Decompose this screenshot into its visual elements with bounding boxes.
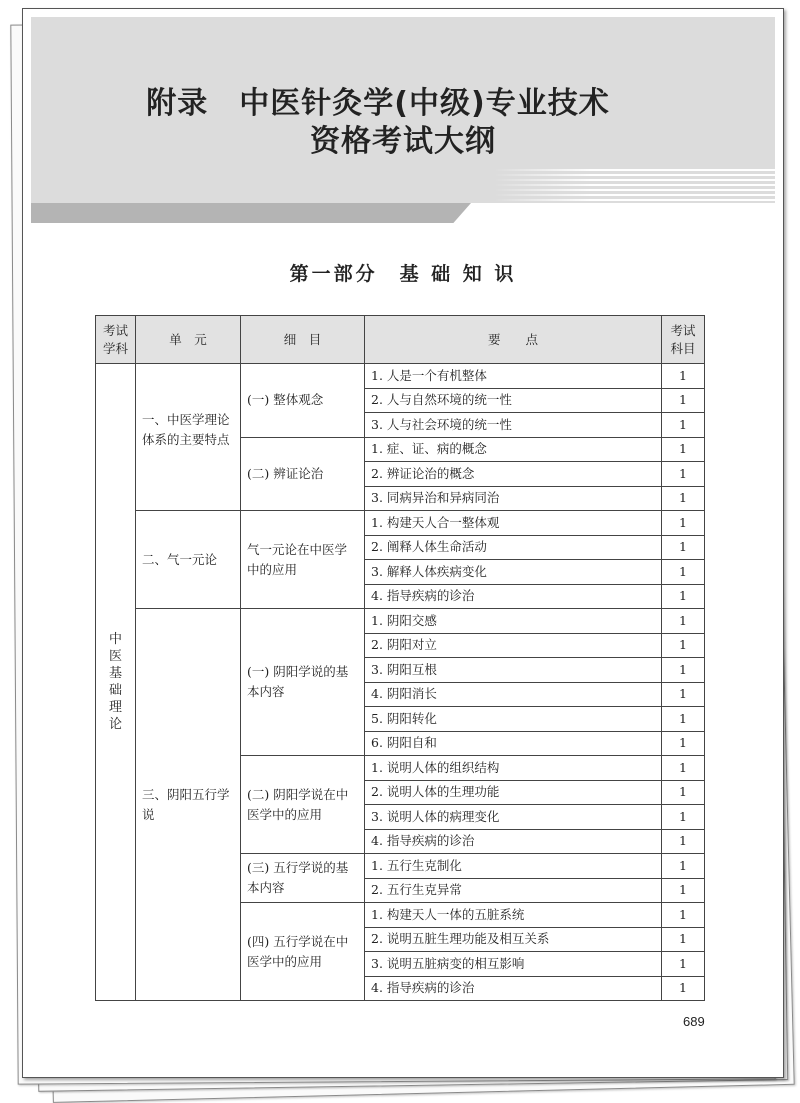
point-cell: 2. 辨证论治的概念 (365, 462, 662, 487)
point-cell: 3. 说明人体的病理变化 (365, 805, 662, 830)
page-number: 689 (683, 1014, 705, 1029)
table-body (96, 364, 705, 1001)
page-title-line-2: 资格考试大纲 (310, 124, 496, 159)
point-cell: 4. 指导疾病的诊治 (365, 584, 662, 609)
detail-cell: (一) 整体观念 (241, 364, 365, 438)
exam-subject-cell: 1 (662, 388, 705, 413)
detail-cell: (一) 阴阳学说的基本内容 (241, 609, 365, 756)
table-row (96, 364, 705, 389)
header-subject: 考试学科 (96, 316, 136, 364)
section-title: 第一部分 基 础 知 识 (289, 263, 517, 285)
exam-subject-cell: 1 (662, 829, 705, 854)
exam-subject-cell: 1 (662, 805, 705, 830)
exam-subject-cell: 1 (662, 952, 705, 977)
detail-cell: 气一元论在中医学中的应用 (241, 511, 365, 609)
unit-cell: 一、中医学理论体系的主要特点 (136, 364, 241, 511)
point-cell: 5. 阴阳转化 (365, 707, 662, 732)
header-stripe (31, 203, 471, 223)
point-cell: 1. 症、证、病的概念 (365, 437, 662, 462)
page-title-line-1: 附录 中医针灸学(中级)专业技术 (146, 86, 610, 121)
table-row (96, 609, 705, 634)
point-cell: 1. 构建天人一体的五脏系统 (365, 903, 662, 928)
point-cell: 6. 阴阳自和 (365, 731, 662, 756)
exam-subject-cell: 1 (662, 756, 705, 781)
detail-cell: (四) 五行学说在中医学中的应用 (241, 903, 365, 1001)
exam-subject-cell: 1 (662, 584, 705, 609)
exam-subject-cell: 1 (662, 364, 705, 389)
point-cell: 2. 阐释人体生命活动 (365, 535, 662, 560)
exam-subject-cell: 1 (662, 486, 705, 511)
detail-cell: (三) 五行学说的基本内容 (241, 854, 365, 903)
unit-cell: 三、阴阳五行学说 (136, 609, 241, 1001)
exam-subject-cell: 1 (662, 976, 705, 1001)
document-page (22, 8, 784, 1078)
table-row (96, 511, 705, 536)
point-cell: 4. 指导疾病的诊治 (365, 976, 662, 1001)
header-unit: 单 元 (136, 316, 241, 364)
exam-subject-cell: 1 (662, 658, 705, 683)
exam-subject-cell: 1 (662, 560, 705, 585)
detail-cell: (二) 辨证论治 (241, 437, 365, 511)
point-cell: 3. 解释人体疾病变化 (365, 560, 662, 585)
exam-subject-cell: 1 (662, 682, 705, 707)
point-cell: 3. 说明五脏病变的相互影响 (365, 952, 662, 977)
detail-cell: (二) 阴阳学说在中医学中的应用 (241, 756, 365, 854)
syllabus-table (95, 315, 705, 1001)
subject-cell (96, 364, 136, 1001)
exam-subject-cell: 1 (662, 633, 705, 658)
exam-subject-cell: 1 (662, 462, 705, 487)
point-cell: 2. 五行生克异常 (365, 878, 662, 903)
point-cell: 2. 说明人体的生理功能 (365, 780, 662, 805)
header-lines-decoration (493, 169, 775, 223)
page-title (23, 85, 783, 161)
exam-subject-cell: 1 (662, 413, 705, 438)
header-points: 要 点 (365, 316, 662, 364)
point-cell: 4. 指导疾病的诊治 (365, 829, 662, 854)
point-cell: 2. 说明五脏生理功能及相互关系 (365, 927, 662, 952)
exam-subject-cell: 1 (662, 903, 705, 928)
exam-subject-cell: 1 (662, 878, 705, 903)
point-cell: 1. 五行生克制化 (365, 854, 662, 879)
point-cell: 1. 构建天人合一整体观 (365, 511, 662, 536)
point-cell: 1. 说明人体的组织结构 (365, 756, 662, 781)
point-cell: 3. 阴阳互根 (365, 658, 662, 683)
exam-subject-cell: 1 (662, 609, 705, 634)
point-cell: 3. 同病异治和异病同治 (365, 486, 662, 511)
exam-subject-cell: 1 (662, 535, 705, 560)
point-cell: 2. 人与自然环境的统一性 (365, 388, 662, 413)
header-detail: 细 目 (241, 316, 365, 364)
exam-subject-cell: 1 (662, 780, 705, 805)
table-header-row (96, 316, 705, 364)
exam-subject-cell: 1 (662, 927, 705, 952)
point-cell: 1. 人是一个有机整体 (365, 364, 662, 389)
exam-subject-cell: 1 (662, 731, 705, 756)
point-cell: 1. 阴阳交感 (365, 609, 662, 634)
point-cell: 4. 阴阳消长 (365, 682, 662, 707)
point-cell: 2. 阴阳对立 (365, 633, 662, 658)
exam-subject-cell: 1 (662, 437, 705, 462)
exam-subject-cell: 1 (662, 854, 705, 879)
header-exam-subject: 考试科目 (662, 316, 705, 364)
unit-cell: 二、气一元论 (136, 511, 241, 609)
point-cell: 3. 人与社会环境的统一性 (365, 413, 662, 438)
exam-subject-cell: 1 (662, 511, 705, 536)
exam-subject-cell: 1 (662, 707, 705, 732)
subject-label: 中医基础理论 (108, 632, 122, 732)
